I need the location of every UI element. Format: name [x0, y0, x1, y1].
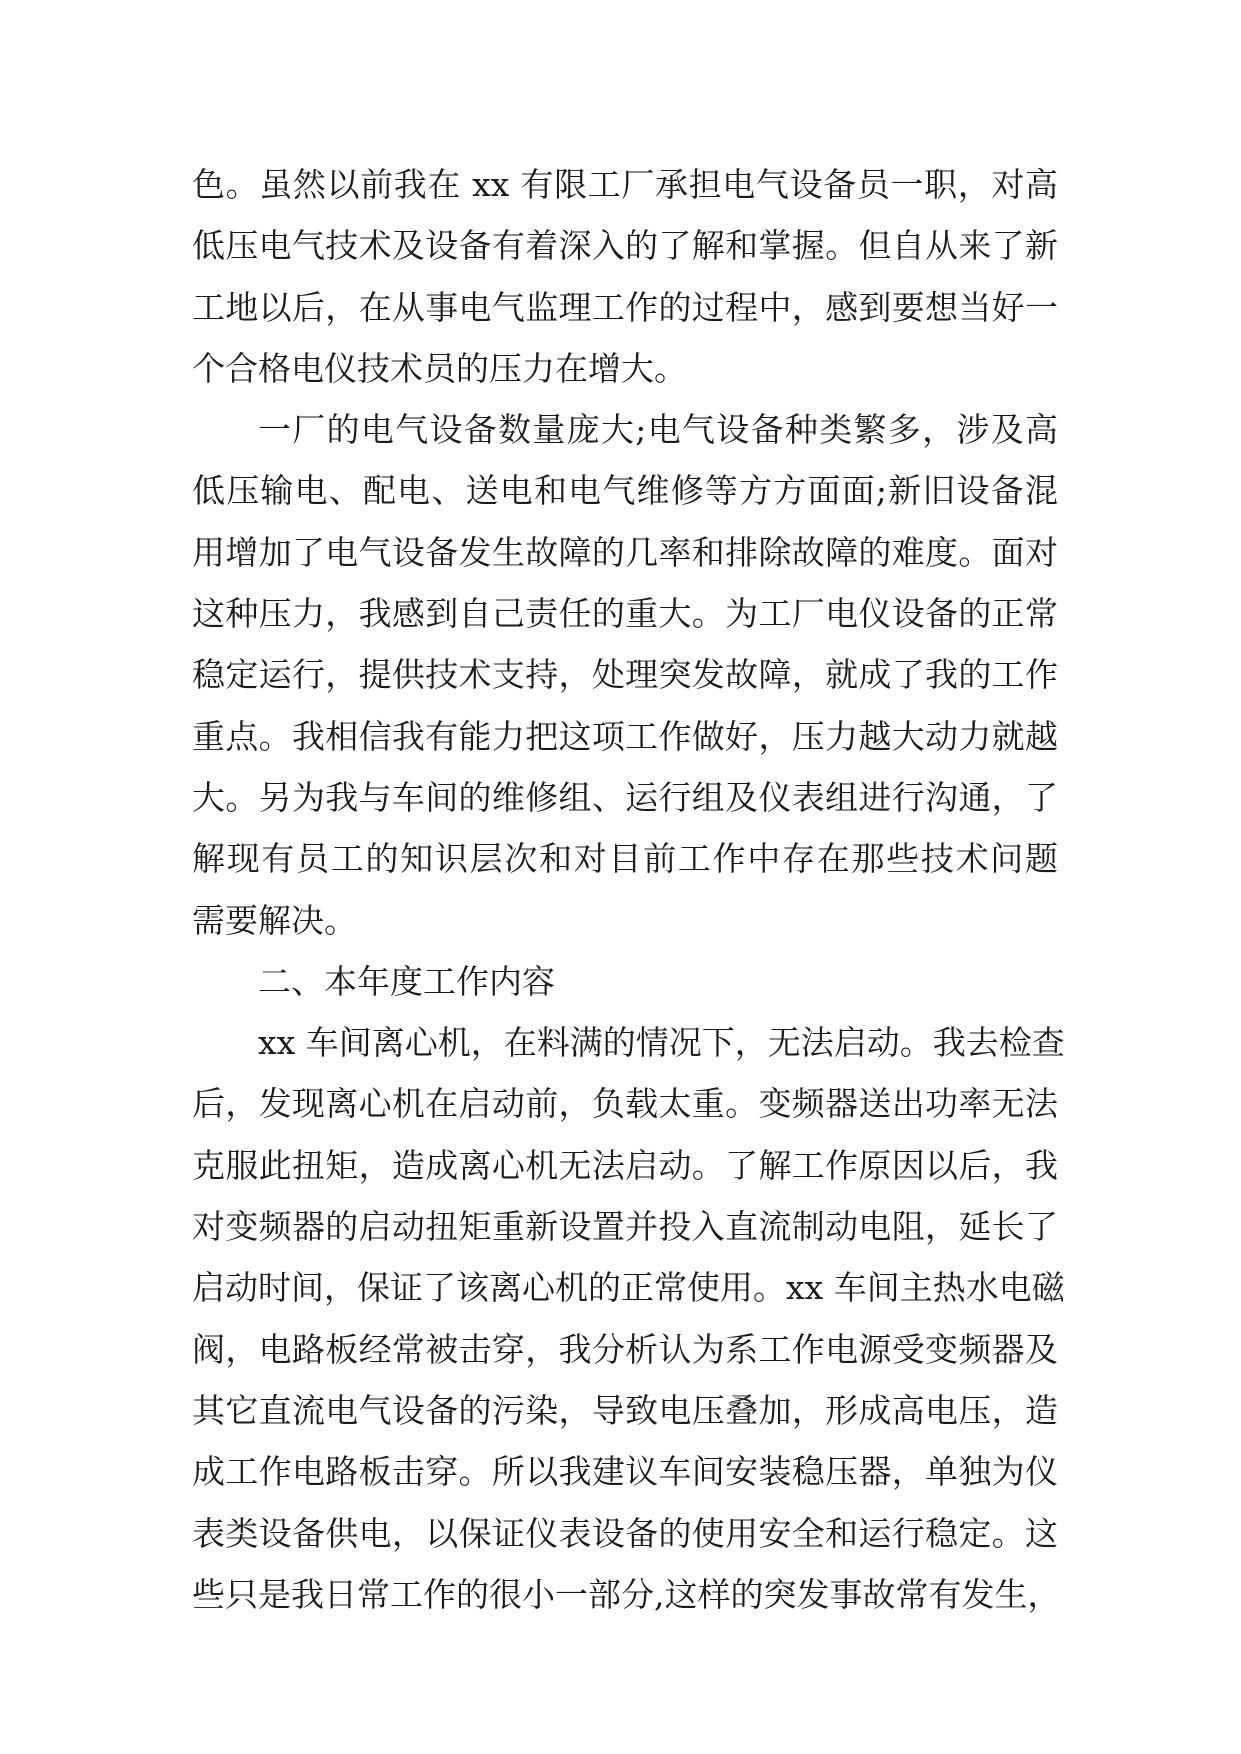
- body-line: 重点。我相信我有能力把这项工作做好，压力越大动力就越: [192, 716, 1058, 756]
- body-line: 工地以后，在从事电气监理工作的过程中，感到要想当好一: [192, 287, 1058, 327]
- document-body: [192, 154, 1065, 1625]
- body-line: 个合格电仪技术员的压力在增大。: [192, 348, 687, 388]
- paragraph-first-line: xx 车间离心机，在料满的情况下，无法启动。我去检查: [258, 1023, 1065, 1063]
- section-heading: 二、本年度工作内容: [258, 961, 555, 1001]
- body-line: 稳定运行，提供技术支持，处理突发故障，就成了我的工作: [192, 655, 1058, 695]
- body-line: 大。另为我与车间的维修组、运行组及仪表组进行沟通，了: [192, 777, 1058, 817]
- body-line: 其它直流电气设备的污染，导致电压叠加，形成高电压，造: [192, 1390, 1058, 1430]
- body-line: 些只是我日常工作的很小一部分,这样的突发事故常有发生，: [192, 1574, 1061, 1614]
- body-line: 对变频器的启动扭矩重新设置并投入直流制动电阻，延长了: [192, 1207, 1058, 1247]
- body-line: 低压电气技术及设备有着深入的了解和掌握。但自从来了新: [192, 226, 1058, 266]
- body-line: 表类设备供电，以保证仪表设备的使用安全和运行稳定。这: [192, 1513, 1058, 1553]
- body-line: 成工作电路板击穿。所以我建议车间安装稳压器，单独为仪: [192, 1452, 1058, 1492]
- body-line: 克服此扭矩，造成离心机无法启动。了解工作原因以后，我: [192, 1145, 1058, 1185]
- body-line: 低压输电、配电、送电和电气维修等方方面面;新旧设备混: [192, 471, 1058, 511]
- body-line: 这种压力，我感到自己责任的重大。为工厂电仪设备的正常: [192, 594, 1058, 634]
- paragraph-first-line: 一厂的电气设备数量庞大;电气设备种类繁多，涉及高: [258, 410, 1058, 450]
- body-line: 后，发现离心机在启动前，负载太重。变频器送出功率无法: [192, 1084, 1058, 1124]
- body-line: 启动时间，保证了该离心机的正常使用。xx 车间主热水电磁: [192, 1268, 1065, 1308]
- body-line: 用增加了电气设备发生故障的几率和排除故障的难度。面对: [192, 532, 1058, 572]
- body-line: 需要解决。: [192, 900, 357, 940]
- body-line: 色。虽然以前我在 xx 有限工厂承担电气设备员一职，对高: [192, 165, 1058, 204]
- body-line: 解现有员工的知识层次和对目前工作中存在那些技术问题: [192, 839, 1058, 879]
- body-line: 阀，电路板经常被击穿，我分析认为系工作电源受变频器及: [192, 1329, 1058, 1369]
